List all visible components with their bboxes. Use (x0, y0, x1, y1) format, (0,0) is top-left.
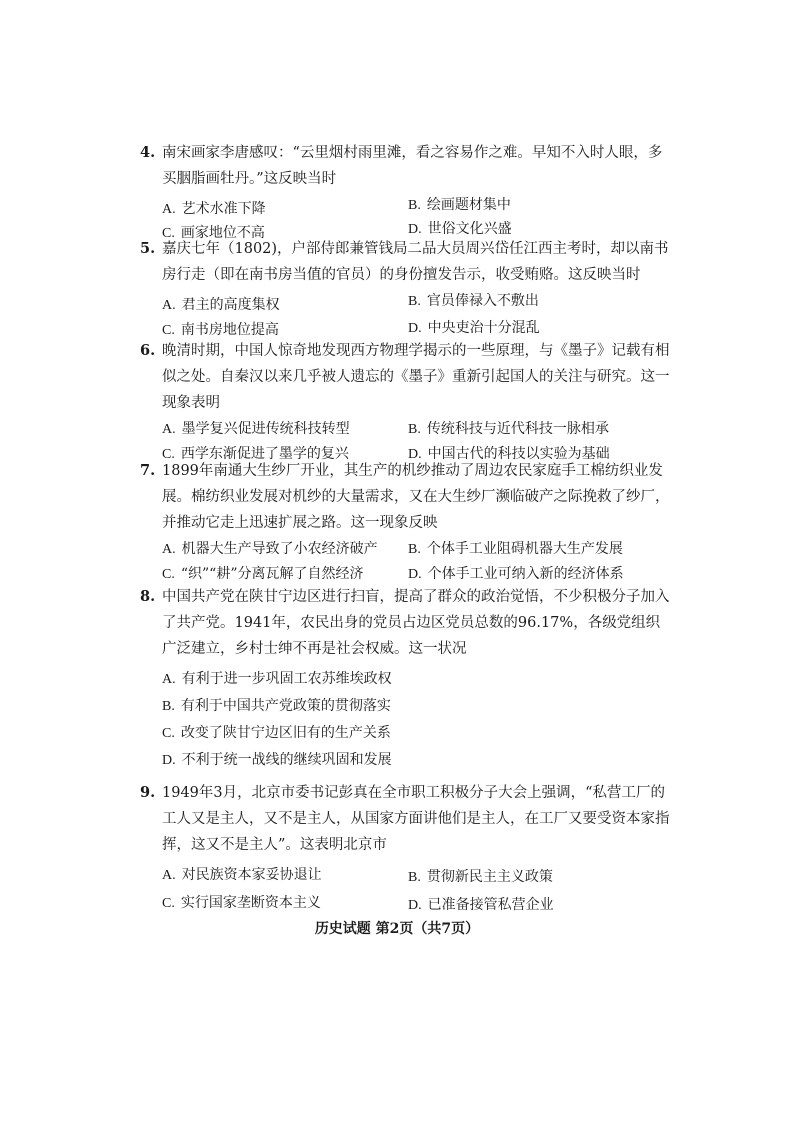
question-9 (140, 780, 670, 911)
question-text: 晚清时期，中国人惊奇地发现西方物理学揭示的一些原理，与《墨子》记载有相似之处。自秦汉以来几乎被人遗忘的《墨子》重新引起国人的关注与研究。这一现象表明 (162, 343, 670, 411)
options (140, 192, 670, 239)
option-d: D. 不利于统一战线的继续巩固和发展 (162, 752, 392, 768)
option-a: A. 有利于进一步巩固工农苏维埃政权 (162, 671, 392, 687)
option-c: C. 改变了陕甘宁边区旧有的生产关系 (162, 725, 391, 741)
question-number: 6. (140, 342, 156, 359)
question-number: 4. (140, 144, 156, 161)
option-c: C. “织”“耕”分离瓦解了自然经济 (162, 566, 364, 582)
question-stem (140, 584, 670, 662)
question-6 (140, 338, 670, 466)
question-number: 9. (140, 784, 156, 801)
option-b: B. 个体手工业阻碍机器大生产发展 (408, 541, 623, 557)
option-d: D. 已准备接管私营企业 (408, 897, 554, 913)
question-number: 5. (140, 240, 156, 257)
option-b: B. 贯彻新民主主义政策 (408, 869, 553, 885)
option-c: C. 西学东渐促进了墨学的复兴 (162, 446, 349, 462)
option-d: D. 个体手工业可纳入新的经济体系 (408, 566, 624, 582)
option-b: B. 官员俸禄入不敷出 (408, 293, 539, 309)
question-8 (140, 584, 670, 770)
question-4 (140, 140, 670, 239)
question-text: 1899年南通大生纱厂开业，其生产的机纱推动了周边农民家庭手工棉纺织业发展。棉纺织业发展对机纱的大量需求，又在大生纱厂濒临破产之际挽救了纱厂，并推动它走上迅速扩展之路。这一现象反映 (162, 463, 670, 531)
option-c: C. 画家地位不高 (162, 225, 265, 241)
option-a: A. 机器大生产导致了小农经济破产 (162, 541, 378, 557)
page-footer: 历史试题 第2页（共7页） (314, 921, 480, 937)
option-b: B. 传统科技与近代科技一脉相承 (408, 421, 609, 437)
option-a: A. 对民族资本家妥协退让 (162, 867, 322, 883)
option-b: B. 有利于中国共产党政策的贯彻落实 (162, 698, 391, 714)
options (140, 536, 670, 586)
question-5 (140, 236, 670, 338)
question-stem (140, 140, 670, 192)
option-d: D. 世俗文化兴盛 (408, 221, 512, 237)
option-a: A. 君主的高度集权 (162, 297, 280, 313)
option-a: A. 墨学复兴促进传统科技转型 (162, 421, 350, 437)
option-b: B. 绘画题材集中 (408, 197, 511, 213)
question-stem (140, 338, 670, 416)
question-stem (140, 236, 670, 288)
question-text: 1949年3月，北京市委书记彭真在全市职工积极分子大会上强调，“私营工厂的工人又是主人，又不是主人，从国家方面讲他们是主人，在工厂又要受资本家指挥，这又不是主人”。这表明北京市 (162, 785, 670, 853)
option-a: A. 艺术水准下降 (162, 201, 266, 217)
option-c: C. 实行国家垄断资本主义 (162, 895, 321, 911)
question-number: 7. (140, 462, 156, 479)
question-text: 中国共产党在陕甘宁边区进行扫盲，提高了群众的政治觉悟，不少积极分子加入了共产党。1941年，农民出身的党员占边区党员总数的96.17%，各级党组织广泛建立，乡村士绅不再是社会权威。这一状况 (162, 589, 670, 657)
question-text: 嘉庆七年（1802)，户部侍郎兼管钱局二品大员周兴岱任江西主考时，却以南书房行走（即在南书房当值的官员）的身份擅发告示，收受贿赂。这反映当时 (162, 241, 669, 283)
question-number: 8. (140, 588, 156, 605)
question-text: 南宋画家李唐感叹：“云里烟村雨里滩，看之容易作之难。早知不入时人眼，多买胭脂画牡丹。”这反映当时 (162, 145, 663, 187)
option-c: C. 南书房地位提高 (162, 322, 279, 338)
question-stem (140, 780, 670, 858)
options (140, 858, 670, 911)
option-d: D. 中国古代的科技以实验为基础 (408, 446, 610, 462)
options (140, 288, 670, 338)
options (140, 662, 670, 770)
question-7 (140, 458, 670, 586)
question-stem (140, 458, 670, 536)
option-d: D. 中央吏治十分混乱 (408, 320, 540, 336)
